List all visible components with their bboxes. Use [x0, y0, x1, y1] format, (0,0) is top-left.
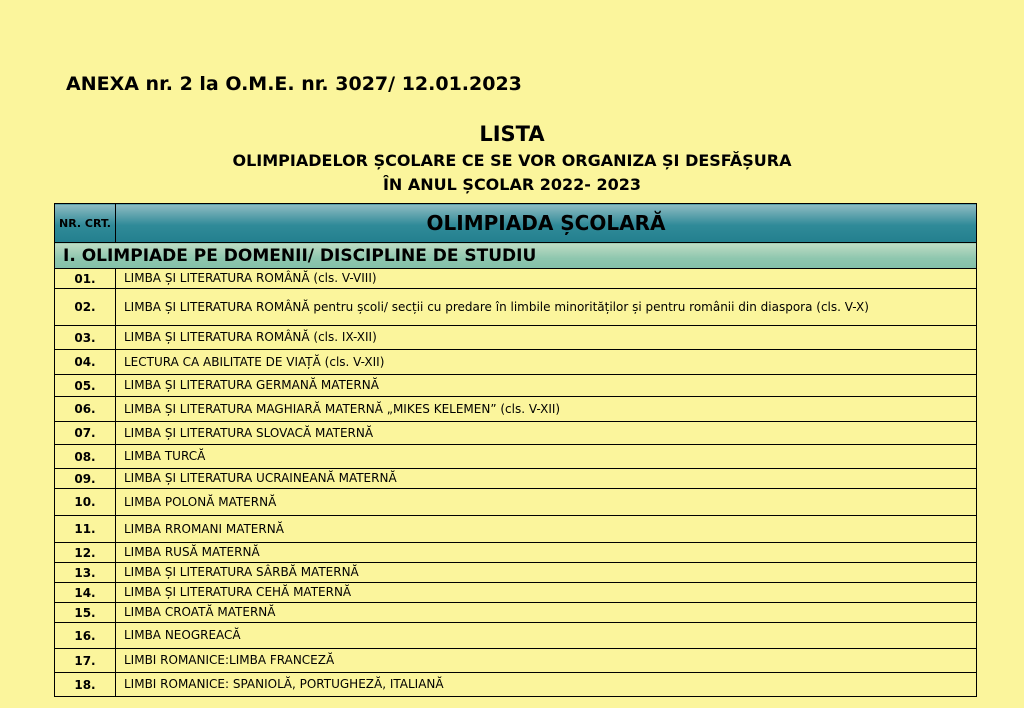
olympiad-name: LECTURA CA ABILITATE DE VIAȚĂ (cls. V-XII): [116, 350, 977, 375]
olympiad-name: LIMBA NEOGREACĂ: [116, 623, 977, 649]
row-number: 04.: [55, 350, 116, 375]
olympiad-name: LIMBA CROATĂ MATERNĂ: [116, 603, 977, 623]
section-title: I. OLIMPIADE PE DOMENII/ DISCIPLINE DE STUDIU: [55, 243, 977, 269]
olympiad-name: LIMBA ȘI LITERATURA GERMANĂ MATERNĂ: [116, 375, 977, 397]
table-row: [55, 563, 977, 583]
row-number: 12.: [55, 543, 116, 563]
table-row: [55, 673, 977, 697]
table-row: [55, 603, 977, 623]
header-olimpiada: OLIMPIADA ȘCOLARĂ: [116, 204, 977, 243]
olympiad-name: LIMBA ȘI LITERATURA SLOVACĂ MATERNĂ: [116, 422, 977, 445]
row-number: 14.: [55, 583, 116, 603]
title-lista: LISTA: [479, 122, 545, 146]
row-number: 07.: [55, 422, 116, 445]
row-number: 06.: [55, 397, 116, 422]
table-row: [55, 543, 977, 563]
table-row: [55, 489, 977, 516]
row-number: 02.: [55, 289, 116, 326]
table-row: [55, 269, 977, 289]
olympiad-name: LIMBA ȘI LITERATURA MAGHIARĂ MATERNĂ „MIKES KELEMEN” (cls. V-XII): [116, 397, 977, 422]
row-number: 18.: [55, 673, 116, 697]
table-row: [55, 289, 977, 326]
table-row: [55, 350, 977, 375]
row-number: 03.: [55, 326, 116, 350]
table-row: [55, 516, 977, 543]
olympiad-name: LIMBI ROMANICE: SPANIOLĂ, PORTUGHEZĂ, ITALIANĂ: [116, 673, 977, 697]
row-number: 17.: [55, 649, 116, 673]
table-row: [55, 445, 977, 469]
table-row: [55, 375, 977, 397]
olympiad-name: LIMBA ȘI LITERATURA ROMÂNĂ (cls. V-VIII): [116, 269, 977, 289]
olympiad-name: LIMBA ȘI LITERATURA ROMÂNĂ pentru școli/ secții cu predare în limbile minorităților și pentru românii din diaspora (cls. V-X): [116, 289, 977, 326]
olympiad-name: LIMBA ȘI LITERATURA ROMÂNĂ (cls. IX-XII): [116, 326, 977, 350]
header-nr-crt: NR. CRT.: [55, 204, 116, 243]
section-row: [55, 243, 977, 269]
title-subtitle: OLIMPIADELOR ȘCOLARE CE SE VOR ORGANIZA ȘI DESFĂȘURA: [232, 151, 792, 170]
table-row: [55, 422, 977, 445]
row-number: 01.: [55, 269, 116, 289]
olympiad-name: LIMBI ROMANICE:LIMBA FRANCEZĂ: [116, 649, 977, 673]
title-school-year: ÎN ANUL ȘCOLAR 2022- 2023: [382, 175, 642, 194]
table-row: [55, 469, 977, 489]
olympiad-name: LIMBA RUSĂ MATERNĂ: [116, 543, 977, 563]
table-row: [55, 623, 977, 649]
annex-reference: ANEXA nr. 2 la O.M.E. nr. 3027/ 12.01.2023: [66, 73, 522, 95]
olympiad-name: LIMBA TURCĂ: [116, 445, 977, 469]
row-number: 13.: [55, 563, 116, 583]
table-row: [55, 397, 977, 422]
row-number: 11.: [55, 516, 116, 543]
olympiad-name: LIMBA ȘI LITERATURA CEHĂ MATERNĂ: [116, 583, 977, 603]
olympiad-name: LIMBA POLONĂ MATERNĂ: [116, 489, 977, 516]
row-number: 05.: [55, 375, 116, 397]
olympiad-name: LIMBA ȘI LITERATURA SÂRBĂ MATERNĂ: [116, 563, 977, 583]
table-row: [55, 649, 977, 673]
row-number: 16.: [55, 623, 116, 649]
row-number: 10.: [55, 489, 116, 516]
table-row: [55, 326, 977, 350]
row-number: 09.: [55, 469, 116, 489]
table-header-row: [55, 204, 977, 243]
row-number: 08.: [55, 445, 116, 469]
olympiad-name: LIMBA RROMANI MATERNĂ: [116, 516, 977, 543]
row-number: 15.: [55, 603, 116, 623]
olympiad-table: [54, 203, 977, 697]
olympiad-name: LIMBA ȘI LITERATURA UCRAINEANĂ MATERNĂ: [116, 469, 977, 489]
table-row: [55, 583, 977, 603]
